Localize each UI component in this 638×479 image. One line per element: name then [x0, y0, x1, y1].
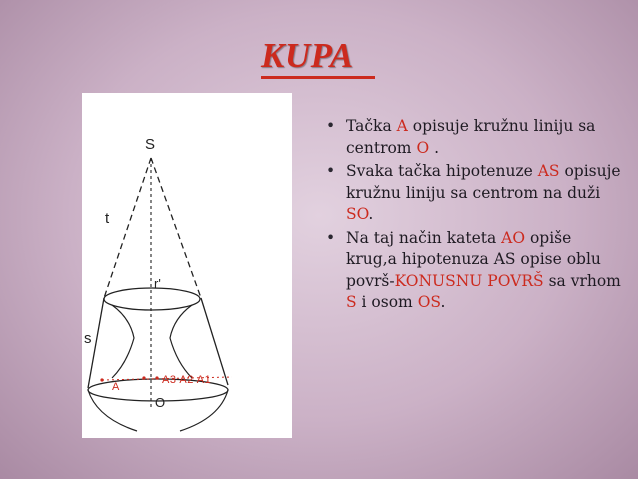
bullet-text: i osom [356, 293, 418, 311]
highlight-term: KONUSNU POVRŠ [394, 271, 544, 290]
bullet-text: sa vrhom [543, 271, 621, 290]
bullet-item [322, 116, 622, 159]
bullet-text: . [429, 138, 440, 157]
label-points-right: A3 A2 A1 [162, 374, 212, 386]
bullet-text: opiše krug,a hipotenuza AS opise oblu površ- [346, 228, 601, 290]
bullet-item [322, 228, 622, 314]
label-inner-radius: r' [154, 276, 161, 291]
bullet-text: . [440, 293, 446, 311]
bullet-text: Svaka tačka hipotenuze [346, 162, 538, 180]
label-center: O [155, 395, 166, 410]
highlight-term: O [416, 138, 430, 157]
slide-title: KUPA [261, 36, 354, 75]
bullet-text: Tačka [346, 117, 397, 135]
bullet-text: . [368, 205, 374, 223]
bowl-left [88, 390, 137, 431]
highlight-term: OS [417, 293, 441, 311]
title-underline [261, 76, 375, 79]
outer-right [201, 298, 228, 385]
neck-left [112, 305, 134, 378]
highlight-term: A [396, 117, 408, 135]
cone-figure [82, 93, 292, 438]
bullet-text: opisuje kružnu liniju sa centrom [346, 117, 596, 157]
highlight-term: AO [501, 228, 526, 247]
highlight-term: AS [537, 162, 560, 180]
bullet-item [322, 161, 622, 226]
neck-right [170, 305, 192, 378]
highlight-term: S [346, 293, 357, 311]
label-generatrix: t [105, 210, 110, 227]
bowl-right [180, 390, 228, 431]
bullet-text: Na taj način kateta [346, 228, 502, 247]
label-slant: s [84, 330, 92, 347]
bullet-text: opisuje kružnu liniju sa centrom na duži [346, 162, 621, 202]
highlight-term: SO [346, 205, 369, 223]
generatrix-left [104, 158, 151, 298]
point-mid-dot-2 [155, 376, 158, 379]
label-apex: S [145, 136, 156, 153]
point-mid-dot [142, 376, 145, 379]
upper-ellipse [104, 288, 200, 310]
point-a-dot [100, 378, 103, 381]
bullet-list [322, 116, 622, 316]
label-point-a: A [112, 381, 120, 393]
